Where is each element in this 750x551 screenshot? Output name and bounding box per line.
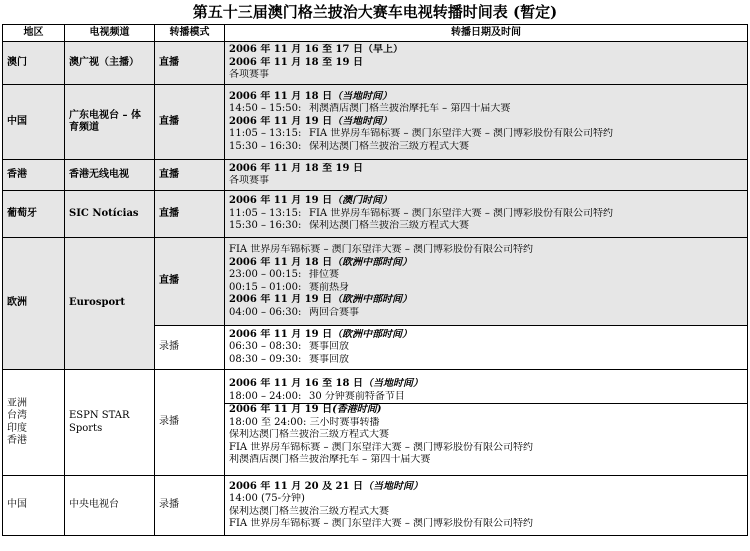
schedule-line [229,244,743,257]
table-row-asia [3,370,748,476]
timezone-note: （澳门时间） [332,195,393,207]
header-mode: 转播模式 [155,25,225,42]
schedule-line [229,269,743,282]
schedule-text: FIA 世界房车锦标赛 – 澳门东望洋大赛 – 澳门博彩股份有限公司特约 [229,518,534,529]
time-range: 04:00 – 06:30: [229,306,302,318]
schedule-cell [225,238,748,326]
schedule-text: 赛事回放 [309,341,349,353]
schedule-text: 保利达澳门格兰披治三级方程式大赛 [309,220,469,232]
schedule-text: 2006 年 11 月 20 及 21 日 [229,480,363,492]
schedule-line [229,195,743,208]
time-range: 14:50 – 15:50: [229,103,302,115]
schedule-line [229,175,743,188]
table-row [3,191,748,238]
schedule-text: 各项赛事 [229,175,269,186]
schedule-line [229,391,743,404]
region-cell: 中国 [3,85,65,160]
schedule-text: 2006 年 11 月 18 至 19 日 [229,56,363,68]
channel-cell: 中央电视台 [65,476,155,536]
schedule-text: 2006 年 11 月 18 日 [229,256,333,268]
time-range: 06:30 – 08:30: [229,341,302,353]
time-range: 11:05 – 13:15: [229,207,302,219]
schedule-text: 2006 年 11 月 19 日 [229,195,333,207]
header-channel: 电视频道 [65,25,155,42]
header-row [3,25,748,42]
schedule-text: 保利达澳门格兰披治三级方程式大赛 [229,429,389,441]
schedule-line [229,220,743,233]
region-cell [3,370,65,476]
schedule-cell [225,476,748,536]
time-range: 11:05 – 13:15: [229,128,302,140]
channel-cell: 广东电视台 – 体育频道 [65,85,155,160]
schedule-line [229,442,743,455]
schedule-text: 14:00 (75-分钟) [229,493,305,504]
table-row-cctv [3,476,748,536]
schedule-line [229,91,743,104]
schedule-text: 各项赛事 [229,69,269,81]
schedule-line [229,116,743,129]
schedule-text: 保利达澳门格兰披治三级方程式大赛 [309,140,469,152]
schedule-line [229,454,743,467]
schedule-text: 2006 年 11 月 19 日 [229,404,333,416]
schedule-line [229,294,743,307]
schedule-text: 赛前热身 [309,281,349,293]
mode-cell: 直播 [155,85,225,160]
table-row [3,160,748,191]
mode-cell: 直播 [155,191,225,238]
timezone-note: （欧洲中部时间） [332,294,413,305]
schedule-line [229,208,743,221]
region-line: 香港 [7,435,27,446]
region-cell: 欧洲 [3,238,65,370]
timezone-note: (香港时间) [332,404,382,416]
schedule-text: FIA 世界房车锦标赛 – 澳门东望洋大赛 – 澳门博彩股份有限公司特约 [309,128,614,140]
region-cell: 葡萄牙 [3,191,65,238]
schedule-line [229,69,743,82]
mode-cell: 录播 [155,476,225,536]
mode-cell: 录播 [155,326,225,370]
timezone-note: （欧洲中部时间） [332,328,413,340]
time-range: 18:00 – 24:00: [229,390,302,402]
schedule-line [229,493,743,506]
schedule-text: 排位赛 [309,269,339,280]
schedule-line [229,307,743,320]
schedule-text: 2006 年 11 月 16 至 18 日 [229,378,363,390]
channel-line: Sports [69,422,103,434]
timezone-note: （欧洲中部时间） [332,256,413,268]
time-range: 15:30 – 16:30: [229,220,302,232]
schedule-line [229,141,743,154]
channel-cell: SIC Notícias [65,191,155,238]
timezone-note: （当地时间） [332,90,393,102]
region-line: 亚洲 [7,397,27,409]
header-region: 地区 [3,25,65,42]
schedule-text: 30 分钟赛前特备节目 [309,390,405,402]
schedule-line [229,44,743,57]
schedule-line [229,57,743,70]
schedule-line [229,257,743,270]
schedule-line [229,103,743,116]
channel-cell: 香港无线电视 [65,160,155,191]
schedule-line [229,481,743,494]
region-cell: 香港 [3,160,65,191]
schedule-text: 赛事回放 [309,353,349,365]
timezone-note: （当地时间） [332,115,393,127]
table-row-europe-live [3,238,748,326]
region-cell: 澳门 [3,42,65,85]
schedule-text: 2006 年 11 月 19 日 [229,328,333,340]
time-range: 00:15 – 01:00: [229,281,302,293]
schedule-cell [225,85,748,160]
mode-cell: 录播 [155,370,225,476]
schedule-cell [225,191,748,238]
time-range: 08:30 – 09:30: [229,353,302,365]
schedule-text: 保利达澳门格兰披治三级方程式大赛 [229,505,389,517]
schedule-text: FIA 世界房车锦标赛 – 澳门东望洋大赛 – 澳门博彩股份有限公司特约 [229,244,534,255]
page-title: 第五十三届澳门格兰披治大赛车电视转播时间表 (暂定) [192,3,558,21]
schedule-line [229,404,743,417]
schedule-cell [225,42,748,85]
time-range: 23:00 – 00:15: [229,269,302,280]
schedule-cell [225,160,748,191]
channel-cell [65,370,155,476]
schedule-line [229,378,743,391]
schedule-text: 利澳酒店澳门格兰披治摩托车 – 第四十届大赛 [229,454,431,466]
schedule-line [229,354,743,367]
table-row [3,85,748,160]
time-range: 15:30 – 16:30: [229,140,302,152]
schedule-line [229,329,743,342]
timezone-note: （当地时间） [362,480,423,492]
schedule-text: 2006 年 11 月 19 日 [229,294,333,305]
mode-cell: 直播 [155,238,225,326]
header-schedule: 转播日期及时间 [225,25,748,42]
schedule-text: FIA 世界房车锦标赛 – 澳门东望洋大赛 – 澳门博彩股份有限公司特约 [229,441,534,453]
channel-cell: 澳广视（主播） [65,42,155,85]
region-line: 印度 [7,422,27,434]
schedule-text: 2006 年 11 月 16 至 17 日（早上） [229,44,403,56]
schedule-line [229,128,743,141]
schedule-cell [225,326,748,370]
broadcast-schedule-table [2,24,748,536]
timezone-note: （当地时间） [362,378,423,390]
schedule-text: 两回合赛事 [309,306,359,318]
table-row [3,42,748,85]
mode-cell: 直播 [155,160,225,191]
schedule-line [229,282,743,295]
schedule-text: 18:00 至 24:00: 三小时赛事转播 [229,416,380,428]
schedule-line [229,163,743,176]
schedule-line [229,518,743,531]
schedule-line [229,341,743,354]
channel-line: ESPN STAR [69,410,130,421]
schedule-line [229,429,743,442]
schedule-part [225,404,747,467]
schedule-text: 2006 年 11 月 18 至 19 日 [229,162,363,174]
schedule-cell [225,370,748,476]
schedule-text: FIA 世界房车锦标赛 – 澳门东望洋大赛 – 澳门博彩股份有限公司特约 [309,207,614,219]
schedule-line [229,417,743,430]
region-line: 台湾 [7,410,27,421]
schedule-part [225,378,747,404]
schedule-text: 利澳酒店澳门格兰披治摩托车 – 第四十届大赛 [309,103,511,115]
channel-cell: Eurosport [65,238,155,370]
schedule-text: 2006 年 11 月 19 日 [229,115,333,127]
schedule-text: 2006 年 11 月 18 日 [229,90,333,102]
mode-cell: 直播 [155,42,225,85]
schedule-line [229,506,743,519]
region-cell: 中国 [3,476,65,536]
